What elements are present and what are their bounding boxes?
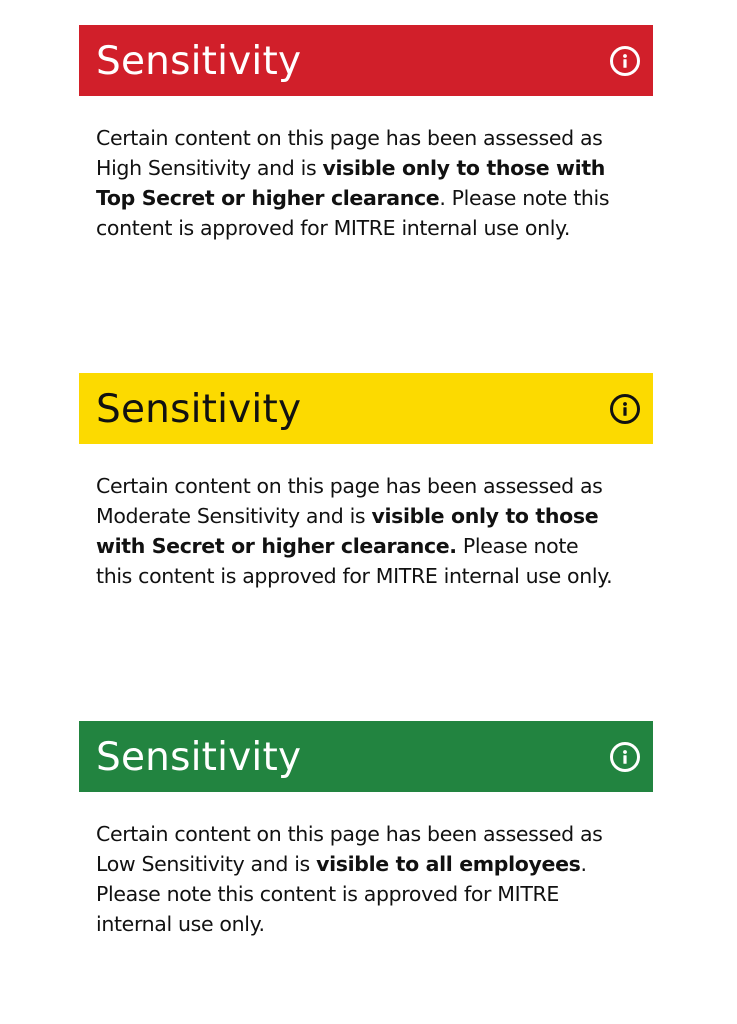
message-text: Please note this content is approved for MITRE internal use only.	[96, 534, 613, 588]
message-text: Certain content on this page has been assessed as Moderate Sensitivity and is	[96, 474, 603, 528]
sensitivity-panel-low	[79, 721, 653, 939]
sensitivity-message-high	[96, 123, 616, 243]
message-text: Certain content on this page has been assessed as High Sensitivity and is	[96, 126, 603, 180]
message-emphasis: visible only to those with Secret or higher clearance.	[96, 504, 599, 558]
sensitivity-banner-moderate	[79, 373, 653, 444]
info-icon[interactable]	[610, 394, 640, 424]
info-icon[interactable]	[610, 46, 640, 76]
sensitivity-banner-high	[79, 25, 653, 96]
sensitivity-panel-high	[79, 25, 653, 243]
message-text: . Please note this content is approved for MITRE internal use only.	[96, 852, 587, 936]
message-emphasis: visible to all employees	[316, 852, 581, 876]
sensitivity-panel-moderate	[79, 373, 653, 591]
sensitivity-banner-low	[79, 721, 653, 792]
sensitivity-message-low	[96, 819, 616, 939]
message-emphasis: visible only to those with Top Secret or higher clearance	[96, 156, 606, 210]
banner-title: Sensitivity	[96, 39, 302, 84]
sensitivity-message-moderate	[96, 471, 616, 591]
info-icon[interactable]	[610, 742, 640, 772]
message-text: Certain content on this page has been assessed as Low Sensitivity and is	[96, 822, 603, 876]
banner-title: Sensitivity	[96, 387, 302, 432]
banner-title: Sensitivity	[96, 735, 302, 780]
message-text: . Please note this content is approved for MITRE internal use only.	[96, 186, 610, 240]
